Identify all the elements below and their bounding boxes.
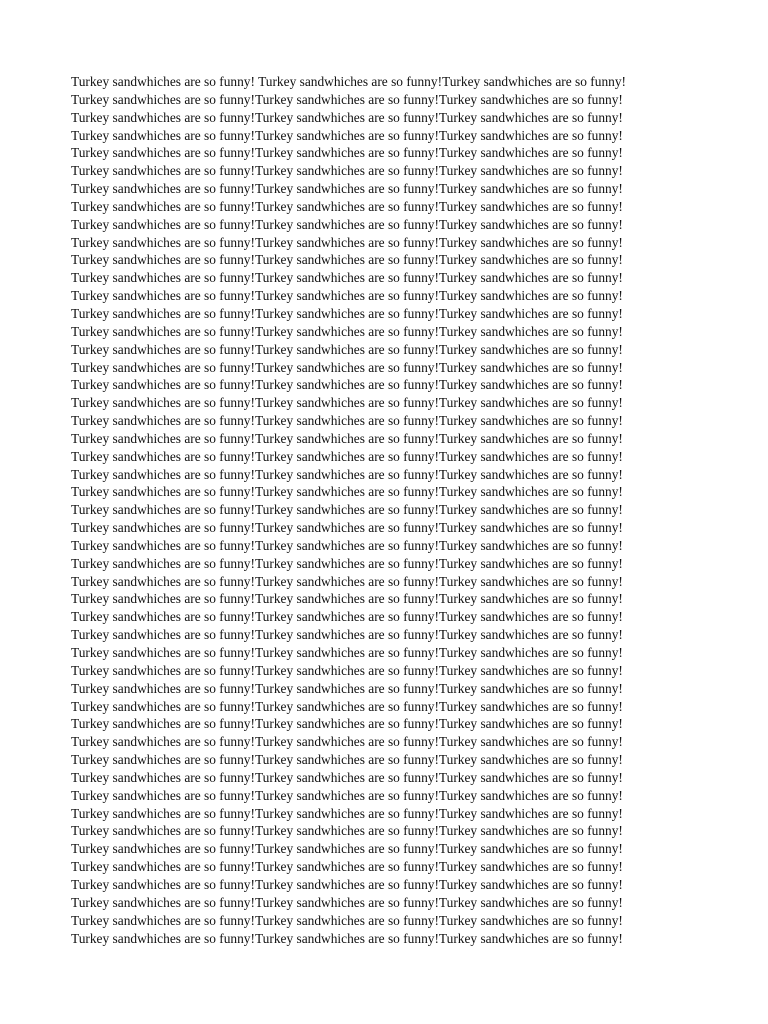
text-line: Turkey sandwhiches are so funny!Turkey sandwhiches are so funny!Turkey sandwhiches are so funny!	[71, 91, 623, 107]
text-line: Turkey sandwhiches are so funny!Turkey sandwhiches are so funny!Turkey sandwhiches are so funny!	[71, 145, 623, 161]
text-line: Turkey sandwhiches are so funny!Turkey sandwhiches are so funny!Turkey sandwhiches are so funny!	[71, 216, 623, 232]
text-line: Turkey sandwhiches are so funny!Turkey sandwhiches are so funny!Turkey sandwhiches are so funny!	[71, 609, 623, 625]
text-line: Turkey sandwhiches are so funny!Turkey sandwhiches are so funny!Turkey sandwhiches are so funny!	[71, 377, 623, 393]
text-line: Turkey sandwhiches are so funny!Turkey sandwhiches are so funny!Turkey sandwhiches are so funny!	[71, 734, 623, 750]
text-line: Turkey sandwhiches are so funny!Turkey sandwhiches are so funny!Turkey sandwhiches are so funny!	[71, 395, 623, 411]
text-line: Turkey sandwhiches are so funny!Turkey sandwhiches are so funny!Turkey sandwhiches are so funny!	[71, 894, 623, 910]
text-line: Turkey sandwhiches are so funny!Turkey sandwhiches are so funny!Turkey sandwhiches are so funny!	[71, 448, 623, 464]
text-line: Turkey sandwhiches are so funny!Turkey sandwhiches are so funny!Turkey sandwhiches are so funny!	[71, 520, 623, 536]
text-line: Turkey sandwhiches are so funny!Turkey sandwhiches are so funny!Turkey sandwhiches are so funny!	[71, 127, 623, 143]
text-line: Turkey sandwhiches are so funny!Turkey sandwhiches are so funny!Turkey sandwhiches are so funny!	[71, 752, 623, 768]
text-line: Turkey sandwhiches are so funny!Turkey sandwhiches are so funny!Turkey sandwhiches are so funny!	[71, 645, 623, 660]
text-line: Turkey sandwhiches are so funny!Turkey sandwhiches are so funny!Turkey sandwhiches are so funny!	[71, 234, 623, 250]
text-line: Turkey sandwhiches are so funny!Turkey sandwhiches are so funny!Turkey sandwhiches are so funny!	[71, 662, 623, 678]
text-line: Turkey sandwhiches are so funny!Turkey sandwhiches are so funny!Turkey sandwhiches are so funny!	[71, 359, 623, 375]
text-line: Turkey sandwhiches are so funny!Turkey sandwhiches are so funny!Turkey sandwhiches are so funny!	[71, 537, 623, 553]
text-line: Turkey sandwhiches are so funny!Turkey sandwhiches are so funny!Turkey sandwhiches are so funny!	[71, 198, 623, 214]
text-line: Turkey sandwhiches are so funny!Turkey sandwhiches are so funny!Turkey sandwhiches are so funny!	[71, 680, 623, 696]
text-line: Turkey sandwhiches are so funny!Turkey sandwhiches are so funny!Turkey sandwhiches are so funny!	[71, 841, 623, 857]
text-line: Turkey sandwhiches are so funny!Turkey sandwhiches are so funny!Turkey sandwhiches are so funny!	[71, 769, 623, 785]
text-line: Turkey sandwhiches are so funny!Turkey sandwhiches are so funny!Turkey sandwhiches are so funny!	[71, 591, 623, 607]
text-line: Turkey sandwhiches are so funny!Turkey sandwhiches are so funny!Turkey sandwhiches are so funny!	[71, 341, 623, 357]
text-line: Turkey sandwhiches are so funny!Turkey sandwhiches are so funny!Turkey sandwhiches are so funny!	[71, 323, 623, 339]
text-line: Turkey sandwhiches are so funny!Turkey sandwhiches are so funny!Turkey sandwhiches are so funny!	[71, 430, 623, 446]
text-line: Turkey sandwhiches are so funny!Turkey sandwhiches are so funny!Turkey sandwhiches are so funny!	[71, 823, 623, 839]
text-line: Turkey sandwhiches are so funny!Turkey sandwhiches are so funny!Turkey sandwhiches are so funny!	[71, 930, 623, 946]
text-line: Turkey sandwhiches are so funny!Turkey sandwhiches are so funny!Turkey sandwhiches are so funny!	[71, 163, 623, 179]
text-line: Turkey sandwhiches are so funny!Turkey sandwhiches are so funny!Turkey sandwhiches are so funny!	[71, 876, 623, 892]
text-line: Turkey sandwhiches are so funny!Turkey sandwhiches are so funny!Turkey sandwhiches are so funny!	[71, 270, 623, 286]
text-line: Turkey sandwhiches are so funny!Turkey sandwhiches are so funny!Turkey sandwhiches are so funny!	[71, 555, 623, 571]
text-line: Turkey sandwhiches are so funny!Turkey sandwhiches are so funny!Turkey sandwhiches are so funny!	[71, 288, 623, 304]
text-line: Turkey sandwhiches are so funny!Turkey sandwhiches are so funny!Turkey sandwhiches are so funny!	[71, 716, 623, 732]
text-line: Turkey sandwhiches are so funny!Turkey sandwhiches are so funny!Turkey sandwhiches are so funny!	[71, 859, 623, 875]
text-line: Turkey sandwhiches are so funny!Turkey sandwhiches are so funny!Turkey sandwhiches are so funny!	[71, 484, 623, 500]
text-line: Turkey sandwhiches are so funny!Turkey sandwhiches are so funny!Turkey sandwhiches are so funny!	[71, 787, 623, 803]
text-line: Turkey sandwhiches are so funny!Turkey sandwhiches are so funny!Turkey sandwhiches are so funny!	[71, 305, 623, 321]
text-line: Turkey sandwhiches are so funny!Turkey sandwhiches are so funny!Turkey sandwhiches are so funny!	[71, 698, 623, 714]
text-line: Turkey sandwhiches are so funny!Turkey sandwhiches are so funny!Turkey sandwhiches are so funny!	[71, 627, 623, 643]
text-line: Turkey sandwhiches are so funny!Turkey sandwhiches are so funny!Turkey sandwhiches are so funny!	[71, 413, 623, 429]
text-line: Turkey sandwhiches are so funny!Turkey sandwhiches are so funny!Turkey sandwhiches are so funny!	[71, 109, 623, 125]
text-line: Turkey sandwhiches are so funny!Turkey sandwhiches are so funny!Turkey sandwhiches are so funny!	[71, 252, 623, 268]
body-text	[71, 73, 711, 947]
text-line: Turkey sandwhiches are so funny!Turkey sandwhiches are so funny!Turkey sandwhiches are so funny!	[71, 573, 623, 589]
text-line: Turkey sandwhiches are so funny!Turkey sandwhiches are so funny!Turkey sandwhiches are so funny!	[71, 805, 623, 821]
text-line: Turkey sandwhiches are so funny!Turkey sandwhiches are so funny!Turkey sandwhiches are so funny!	[71, 502, 623, 518]
text-line: Turkey sandwhiches are so funny!Turkey sandwhiches are so funny!Turkey sandwhiches are so funny!	[71, 912, 623, 928]
text-line: Turkey sandwhiches are so funny! Turkey sandwhiches are so funny!Turkey sandwhiches are so funny!	[71, 74, 626, 89]
text-line: Turkey sandwhiches are so funny!Turkey sandwhiches are so funny!Turkey sandwhiches are so funny!	[71, 466, 623, 482]
text-line: Turkey sandwhiches are so funny!Turkey sandwhiches are so funny!Turkey sandwhiches are so funny!	[71, 181, 623, 197]
